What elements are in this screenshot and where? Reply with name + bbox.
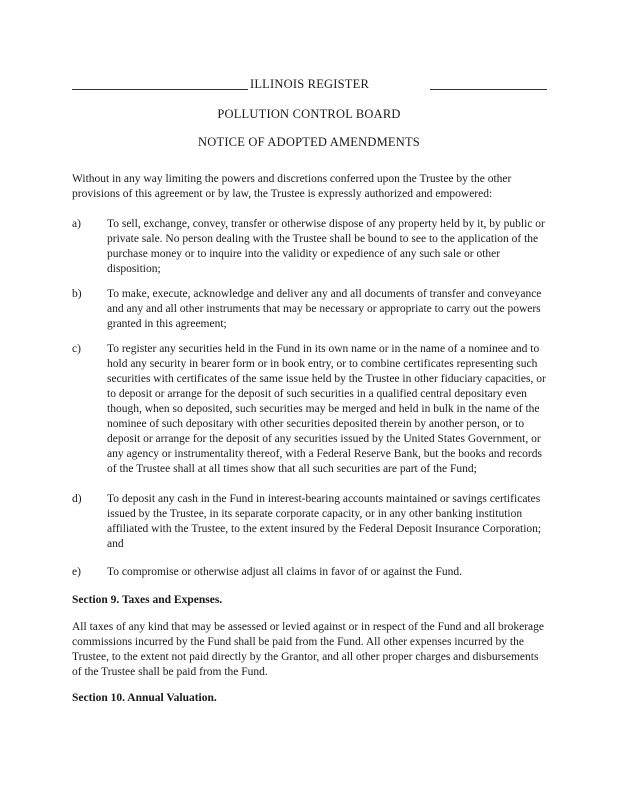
section-10-heading: Section 10. Annual Valuation. [72, 692, 217, 704]
list-item-label: c) [72, 343, 81, 355]
list-item-text: To register any securities held in the Fund in its own name or in the name of a nominee and to hold any security in bearer form or in book entry, or to combine certificates representing such securities with certificates of the same issue held by the Trustee in other fiduciary capacities, or to deposit or arrange for the deposit of such securities in a qualified central depositary even though, when so deposited, such securities may be merged and held in bulk in the name of the nominee of such depositary with other securities deposited therein by another person, or to deposit or arrange for the deposit of any securities issued by the United States Government, or any agency or instrumentality thereof, with a Federal Reserve Bank, but the books and records of the Trustee shall at all times show that all such securities are part of the Fund; [107, 343, 546, 475]
list-item-label: a) [72, 218, 81, 230]
list-item-text: To compromise or otherwise adjust all claims in favor of or against the Fund. [107, 566, 462, 578]
header-rule-right [430, 89, 547, 90]
list-item-label: d) [72, 493, 82, 505]
notice-title: NOTICE OF ADOPTED AMENDMENTS [198, 135, 420, 149]
agency-name: POLLUTION CONTROL BOARD [217, 107, 401, 121]
register-title: ILLINOIS REGISTER [249, 77, 369, 91]
section-9-body: All taxes of any kind that may be assessed or levied against or in respect of the Fund and all brokerage commissions incurred by the Fund shall be paid from the Fund. All other expenses incurred by the Trustee, to the extent not paid directly by the Grantor, and all other proper charges and disbursements of the Trustee shall be paid from the Fund. [72, 621, 544, 678]
intro-paragraph: Without in any way limiting the powers and discretions conferred upon the Trustee by the other provisions of this agreement or by law, the Trustee is expressly authorized and empowered: [72, 173, 512, 200]
list-item-text: To deposit any cash in the Fund in interest-bearing accounts maintained or savings certificates issued by the Trustee, in its separate corporate capacity, or in any other banking institution affiliated with the Trustee, to the extent insured by the Federal Deposit Insurance Corporation; and [107, 493, 542, 550]
register-header [72, 78, 547, 92]
list-item-text: To make, execute, acknowledge and deliver any and all documents of transfer and conveyance and any and all other instruments that may be necessary or appropriate to carry out the powers granted in this agreement; [107, 288, 542, 330]
section-9-heading: Section 9. Taxes and Expenses. [72, 594, 223, 606]
list-item-text: To sell, exchange, convey, transfer or otherwise dispose of any property held by it, by public or private sale. No person dealing with the Trustee shall be bound to see to the application of the purchase money or to inquire into the validity or expedience of any such sale or other disposition; [107, 218, 545, 275]
list-item-label: b) [72, 288, 82, 300]
list-item-label: e) [72, 566, 81, 578]
